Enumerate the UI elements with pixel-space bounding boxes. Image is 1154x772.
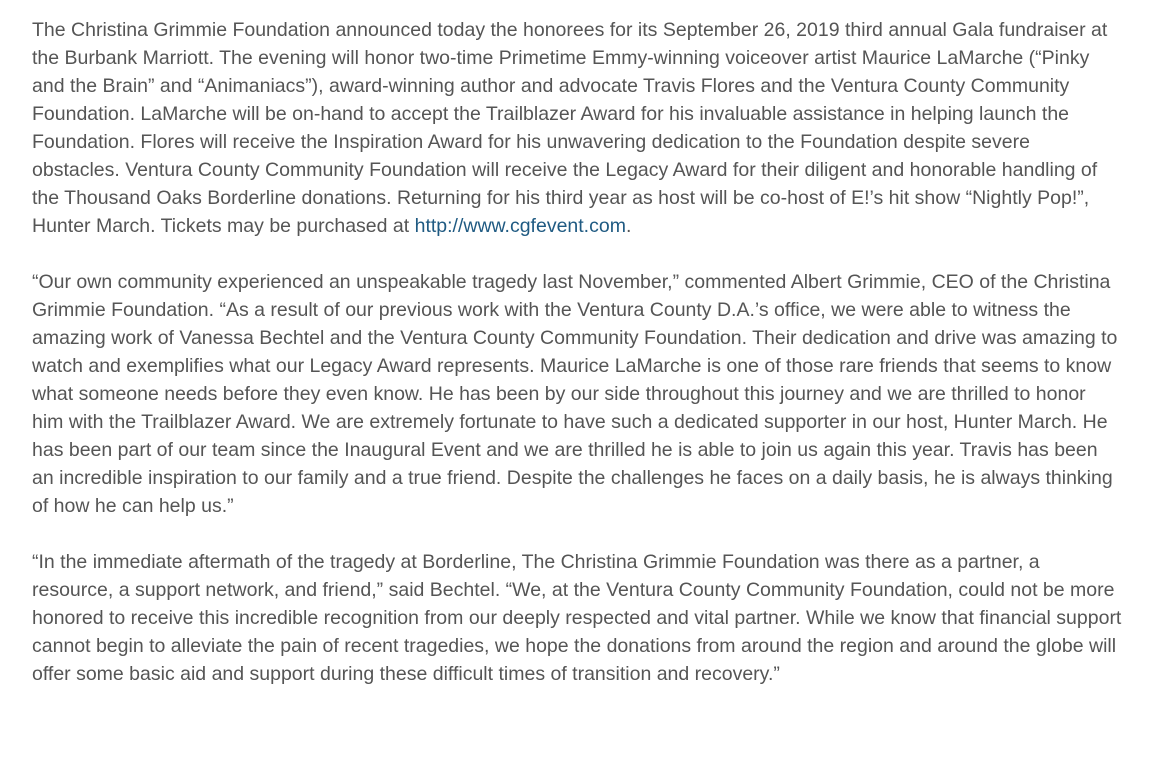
paragraph-announcement bbox=[32, 16, 1122, 240]
paragraph-announcement-text: The Christina Grimmie Foundation announced today the honorees for its September 26, 2019 third annual Gala fundraiser at the Burbank Marriott. The evening will honor two-time Primetime Emmy-winning voiceover artist Maurice LaMarche (“Pinky and the Brain” and “Animaniacs”), award-winning author and advocate Travis Flores and the Ventura County Community Foundation. LaMarche will be on-hand to accept the Trailblazer Award for his invaluable assistance in helping launch the Foundation. Flores will receive the Inspiration Award for his unwavering dedication to the Foundation despite severe obstacles. Ventura County Community Foundation will receive the Legacy Award for their diligent and honorable handling of the Thousand Oaks Borderline donations. Returning for his third year as host will be co-host of E!’s hit show “Nightly Pop!”, Hunter March. Tickets may be purchased at bbox=[32, 19, 1108, 237]
paragraph-bechtel-quote: “In the immediate aftermath of the tragedy at Borderline, The Christina Grimmie Foundation was there as a partner, a resource, a support network, and friend,” said Bechtel. “We, at the Ventura County Community Foundation, could not be more honored to receive this incredible recognition from our deeply respected and vital partner. While we know that financial support cannot begin to alleviate the pain of recent tragedies, we hope the donations from around the region and around the globe will offer some basic aid and support during these difficult times of transition and recovery.” bbox=[32, 551, 1122, 685]
event-link[interactable]: http://www.cgfevent.com bbox=[414, 215, 626, 237]
paragraph-grimmie-quote: “Our own community experienced an unspeakable tragedy last November,” commented Albert Grimmie, CEO of the Christina Grimmie Foundation. “As a result of our previous work with the Ventura County D.A.’s office, we were able to witness the amazing work of Vanessa Bechtel and the Ventura County Community Foundation. Their dedication and drive was amazing to watch and exemplifies what our Legacy Award represents. Maurice LaMarche is one of those rare friends that seems to know what someone needs before they even know. He has been by our side throughout this journey and we are thrilled to honor him with the Trailblazer Award. We are extremely fortunate to have such a dedicated supporter in our host, Hunter March. He has been part of our team since the Inaugural Event and we are thrilled he is able to join us again this year. Travis has been an incredible inspiration to our family and a true friend. Despite the challenges he faces on a daily basis, he is always thinking of how he can help us.” bbox=[32, 271, 1118, 517]
paragraph-announcement-end: . bbox=[625, 215, 632, 237]
